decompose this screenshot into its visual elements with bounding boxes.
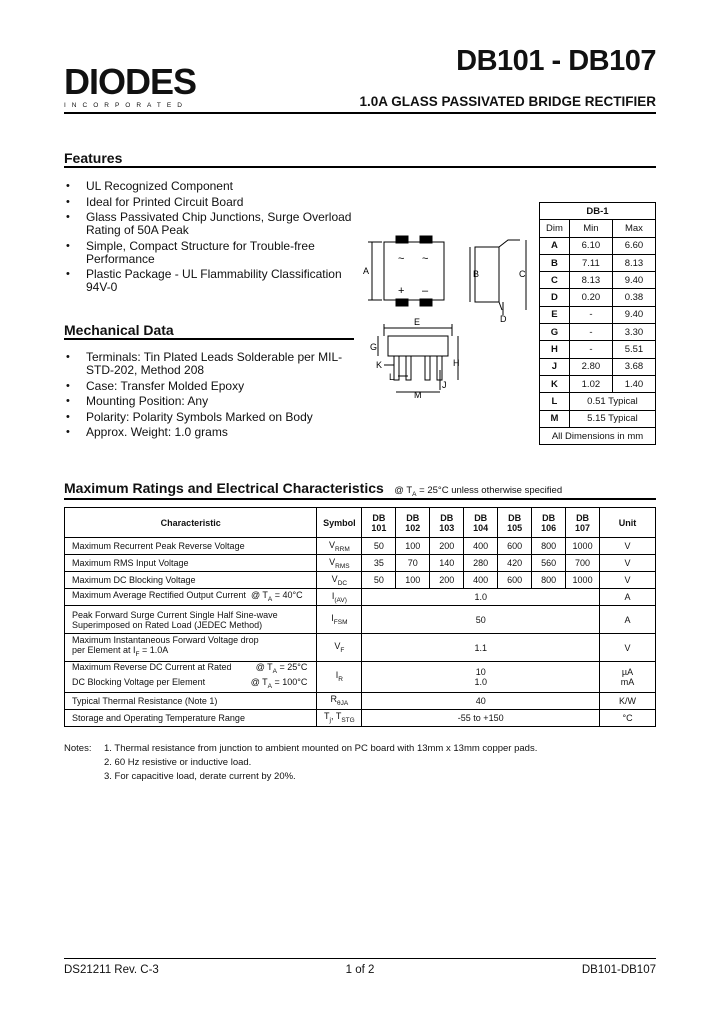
minus-symbol: – bbox=[422, 285, 429, 297]
features-item: • Glass Passivated Chip Junctions, Surge Overload Rating of 50A Peak bbox=[64, 211, 364, 237]
dimension-row: B 7.11 8.13 bbox=[540, 254, 656, 271]
dimension-row: L 0.51 Typical bbox=[540, 393, 656, 410]
note-item: 2. 60 Hz resistive or inductive load. bbox=[104, 757, 252, 768]
ratings-heading bbox=[64, 480, 562, 498]
lead-top-right bbox=[420, 236, 432, 243]
features-item: • Simple, Compact Structure for Trouble-free Performance bbox=[64, 240, 364, 266]
dim-h-label: H bbox=[453, 358, 460, 368]
ratings-row-avg-current: Maximum Average Rectified Output Current @ $T_A = 40^\circ C$ $I_{(AV)}$ 1.0 A bbox=[65, 589, 656, 606]
ratings-row: Maximum Recurrent Peak Reverse Voltage $V_{RRM}$ 50 100 200 400 600 800 1000 V bbox=[65, 538, 656, 555]
features-item: • UL Recognized Component bbox=[64, 180, 364, 193]
header-characteristic: Characteristic bbox=[65, 508, 317, 538]
mechanical-rule bbox=[64, 338, 354, 340]
dimension-row: J 2.80 3.68 bbox=[540, 358, 656, 375]
ratings-row: Maximum DC Blocking Voltage $V_{DC}$ 50 100 200 400 600 800 1000 V bbox=[65, 572, 656, 589]
dim-a-label: A bbox=[363, 266, 370, 276]
ratings-rule bbox=[64, 498, 656, 500]
lead-top-left bbox=[396, 236, 408, 243]
dimension-header-max: Max bbox=[612, 220, 655, 237]
lead-bottom-left bbox=[396, 299, 408, 306]
ratings-title: Maximum Ratings and Electrical Characteristics bbox=[64, 480, 384, 496]
dim-k-label: K bbox=[376, 360, 383, 370]
notes-label: Notes: bbox=[64, 743, 92, 754]
dim-m-label: M bbox=[414, 390, 422, 400]
dim-c-label: C bbox=[519, 269, 526, 279]
note-item: 1. Thermal resistance from junction to ambient mounted on PC board with 13mm x 13mm copper pads. bbox=[104, 743, 538, 754]
dimension-header-dim: Dim bbox=[540, 220, 570, 237]
header-part: DB 107 bbox=[566, 508, 600, 538]
dimension-header-min: Min bbox=[569, 220, 612, 237]
features-rule bbox=[64, 166, 656, 168]
ac-tilde-symbol-1: ~ bbox=[398, 253, 405, 265]
dimension-row: G - 3.30 bbox=[540, 324, 656, 341]
ratings-row: Maximum RMS Input Voltage $V_{RMS}$ 35 70 140 280 420 560 700 V bbox=[65, 555, 656, 572]
dimension-row: M 5.15 Typical bbox=[540, 410, 656, 427]
lead-bottom-right bbox=[420, 299, 432, 306]
dimension-row: D 0.20 0.38 bbox=[540, 289, 656, 306]
dimension-row: K 1.02 1.40 bbox=[540, 375, 656, 392]
dim-d-label: D bbox=[500, 314, 507, 324]
body-front-view bbox=[388, 336, 448, 356]
header-symbol: Symbol bbox=[317, 508, 362, 538]
mechanical-item: • Terminals: Tin Plated Leads Solderable per MIL-STD-202, Method 208 bbox=[64, 351, 354, 377]
ratings-row-thermal: Typical Thermal Resistance (Note 1) $R_{\theta JA}$ 40 K/W bbox=[65, 692, 656, 709]
ratings-header-row bbox=[65, 508, 656, 538]
document-title: DB101 - DB107 bbox=[456, 45, 656, 77]
dimension-row: C 8.13 9.40 bbox=[540, 272, 656, 289]
mechanical-item: • Polarity: Polarity Symbols Marked on Body bbox=[64, 411, 354, 424]
lead-front-3 bbox=[425, 356, 430, 380]
ratings-condition: @ $T_A = 25^\circ C$ unless otherwise specified bbox=[394, 485, 563, 498]
header-part: DB 104 bbox=[464, 508, 498, 538]
body-top-view bbox=[384, 242, 444, 300]
footer-doc-id: DS21211 Rev. C-3 bbox=[64, 964, 159, 976]
header-part: DB 101 bbox=[362, 508, 396, 538]
features-item: • Plastic Package - UL Flammability Classification 94V-0 bbox=[64, 268, 364, 294]
mechanical-item: • Case: Transfer Molded Epoxy bbox=[64, 380, 354, 393]
ratings-table bbox=[64, 507, 656, 727]
header-part: DB 102 bbox=[396, 508, 430, 538]
mechanical-item: • Mounting Position: Any bbox=[64, 395, 354, 408]
logo-sub-text: INCORPORATED bbox=[64, 102, 188, 109]
plus-symbol: + bbox=[398, 285, 405, 297]
dimension-row: E - 9.40 bbox=[540, 306, 656, 323]
notes-block bbox=[64, 742, 537, 784]
ac-tilde-symbol-2: ~ bbox=[422, 253, 429, 265]
mechanical-list bbox=[64, 351, 354, 442]
dimension-table-footer: All Dimensions in mm bbox=[540, 427, 656, 444]
footer-rule bbox=[64, 958, 656, 959]
side-lead-top bbox=[499, 240, 520, 247]
ratings-row-temperature: Storage and Operating Temperature Range $T_j$, $T_{STG}$ -55 to +150 °C bbox=[65, 709, 656, 726]
dimension-row: A 6.10 6.60 bbox=[540, 237, 656, 254]
dimension-row: H - 5.51 bbox=[540, 341, 656, 358]
note-item: 3. For capacitive load, derate current by 20%. bbox=[104, 771, 296, 782]
document-subtitle: 1.0A GLASS PASSIVATED BRIDGE RECTIFIER bbox=[359, 94, 656, 109]
header-rule bbox=[64, 112, 656, 114]
ratings-row-surge: Peak Forward Surge Current Single Half Sine-wave Superimposed on Rated Load (JEDEC Method) $I_{FSM}$ 50 A bbox=[65, 606, 656, 634]
diodes-logo bbox=[64, 61, 229, 110]
dim-j-label: J bbox=[442, 380, 447, 390]
features-list bbox=[64, 180, 364, 297]
package-outline-diagram bbox=[362, 230, 537, 410]
header-unit: Unit bbox=[600, 508, 656, 538]
mechanical-title: Mechanical Data bbox=[64, 322, 174, 338]
side-lead-bottom bbox=[499, 302, 502, 310]
footer-part-range: DB101-DB107 bbox=[581, 964, 656, 976]
header-part: DB 103 bbox=[430, 508, 464, 538]
ratings-row-reverse-current: Maximum Reverse DC Current at Rated @ $T_A = 25^\circ C$ DC Blocking Voltage per Element @ $T_A = 100^\circ C$ $I_R$ 10 1.0 µA mA bbox=[65, 662, 656, 693]
header-part: DB 106 bbox=[532, 508, 566, 538]
mechanical-item: • Approx. Weight: 1.0 grams bbox=[64, 426, 354, 439]
features-title: Features bbox=[64, 150, 123, 166]
footer-page-number: 1 of 2 bbox=[345, 964, 375, 976]
dim-g-label: G bbox=[370, 342, 378, 352]
logo-main-text: DIODES bbox=[64, 61, 197, 102]
dimension-table bbox=[539, 202, 656, 445]
header-part: DB 105 bbox=[498, 508, 532, 538]
dimension-table-package: DB-1 bbox=[540, 203, 656, 220]
ratings-row-forward-voltage: Maximum Instantaneous Forward Voltage drop per Element at $I_F = 1.0A$ $V_F$ 1.1 V bbox=[65, 634, 656, 662]
dim-b-label: B bbox=[473, 269, 480, 279]
features-item: • Ideal for Printed Circuit Board bbox=[64, 196, 364, 209]
dim-l-label: L bbox=[389, 372, 395, 382]
dim-e-label: E bbox=[414, 317, 421, 327]
